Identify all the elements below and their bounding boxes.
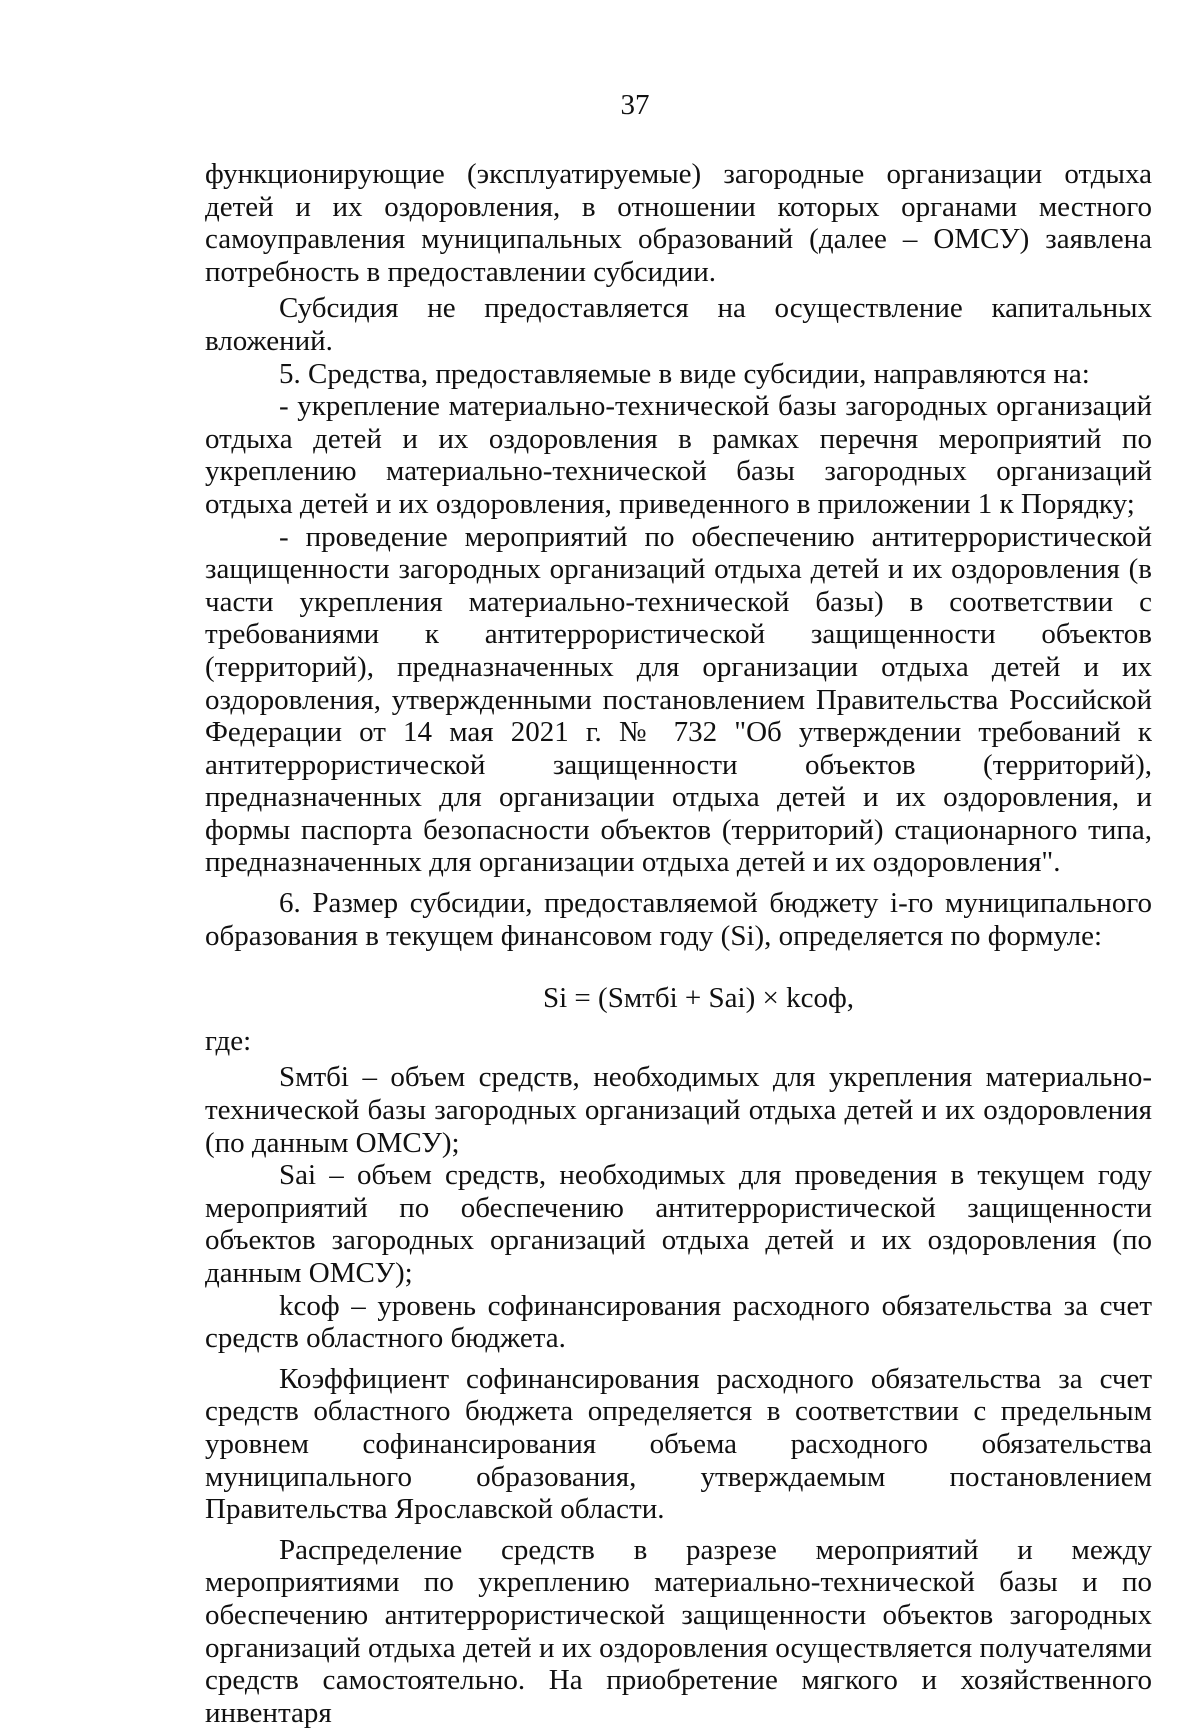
paragraph-no-capital-investment: Субсидия не предоставляется на осуществление капитальных вложений. (205, 292, 1152, 357)
paragraph-distribution: Распределение средств в разрезе мероприятий и между мероприятиями по укреплению материально-технической базы и по обеспечению антитеррористической защищенности объектов загородных организаций отдыха детей и их оздоровления осуществляется получателями средств самостоятельно. На приобретение мягкого и хозяйственного инвентаря (205, 1533, 1152, 1729)
paragraph-item-6: 6. Размер субсидии, предоставляемой бюджету i-го муниципального образования в текущем финансовом году (Si), определяется по формуле: (205, 887, 1152, 952)
paragraph-where: где: (205, 1024, 252, 1057)
paragraph-def-sa: Sai – объем средств, необходимых для проведения в текущем году мероприятий по обеспечению антитеррористической защищенности объектов загородных организаций отдыха детей и их оздоровления (по данным ОМСУ); (205, 1159, 1152, 1289)
formula: Si = (Sмтбi + Sai) × kсоф, (543, 982, 854, 1015)
paragraph-cofinancing: Коэффициент софинансирования расходного обязательства за счет средств областного бюджета определяется в соответствии с предельным уровнем софинансирования объема расходного обязательства муниципального образования, утверждаемым постановлением Правительства Ярославской области. (205, 1362, 1152, 1526)
paragraph-continuation: функционирующие (эксплуатируемые) загородные организации отдыха детей и их оздоровления, в отношении которых органами местного самоуправления муниципальных образований (далее – ОМСУ) заявлена потребность в предоставлении субсидии. (205, 158, 1152, 288)
paragraph-item-5: 5. Средства, предоставляемые в виде субсидии, направляются на: (279, 357, 1090, 390)
paragraph-bullet-material-base: - укрепление материально-технической базы загородных организаций отдыха детей и их оздоровления в рамках перечня мероприятий по укреплению материально-технической базы загородных организаций отдыха детей и их оздоровления, приведенного в приложении 1 к Порядку; (205, 390, 1152, 520)
paragraph-def-smtb: Sмтбi – объем средств, необходимых для укрепления материально-технической базы загородных организаций отдыха детей и их оздоровления (по данным ОМСУ); (205, 1061, 1152, 1159)
page-number: 37 (620, 89, 650, 121)
document-body (205, 158, 1152, 1729)
paragraph-def-ksof: kсоф – уровень софинансирования расходного обязательства за счет средств областного бюджета. (205, 1289, 1152, 1355)
paragraph-bullet-antiterror: - проведение мероприятий по обеспечению антитеррористической защищенности загородных организаций отдыха детей и их оздоровления (в части укрепления материально-технической базы) в соответствии с требованиями к антитеррористической защищенности объектов (территорий), предназначенных для организации отдыха детей и их оздоровления, утвержденными постановлением Правительства Российской Федерации от 14 мая 2021 г. № 732 "Об утверждении требований к антитеррористической защищенности объектов (территорий), предназначенных для организации отдыха детей и их оздоровления, и формы паспорта безопасности объектов (территорий) стационарного типа, предназначенных для организации отдыха детей и их оздоровления". (205, 520, 1152, 879)
